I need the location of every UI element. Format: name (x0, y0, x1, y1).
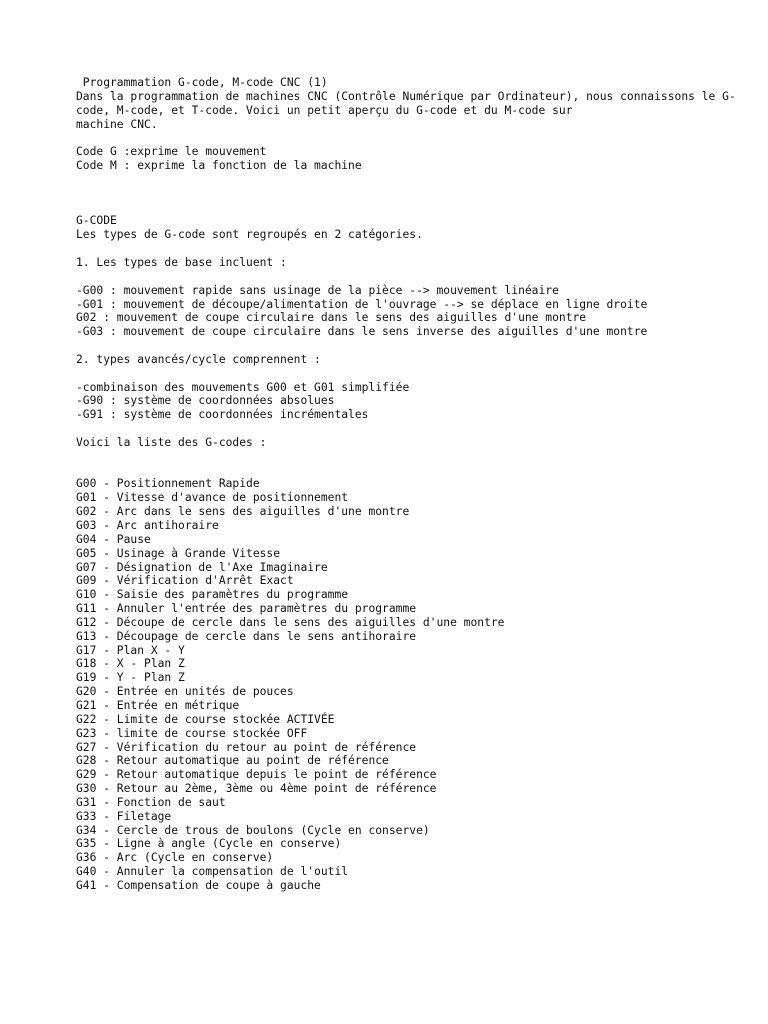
text-line: G35 - Ligne à angle (Cycle en conserve) (76, 837, 342, 851)
text-line: G00 - Positionnement Rapide (76, 477, 260, 491)
text-line: -G03 : mouvement de coupe circulaire dans le sens inverse des aiguilles d'une montre (76, 325, 648, 339)
text-line (76, 339, 766, 353)
text-line: G04 - Pause (76, 532, 151, 546)
text-line: G19 - Y - Plan Z (76, 671, 185, 685)
document-body (76, 76, 766, 893)
text-line: 2. types avancés/cycle comprennent : (76, 352, 321, 366)
text-line: G34 - Cercle de trous de boulons (Cycle en conserve) (76, 823, 430, 837)
text-line: G33 - Filetage (76, 809, 172, 823)
text-line (76, 242, 766, 256)
text-line: Code G :exprime le mouvement (76, 145, 267, 159)
text-line: G23 - limite de course stockée OFF (76, 726, 308, 740)
text-line: G41 - Compensation de coupe à gauche (76, 878, 321, 892)
text-line: G10 - Saisie des paramètres du programme (76, 588, 349, 602)
text-line: G40 - Annuler la compensation de l'outil (76, 865, 349, 879)
text-line: G36 - Arc (Cycle en conserve) (76, 851, 274, 865)
text-line (76, 201, 766, 215)
text-line (76, 422, 766, 436)
text-line: -combinaison des mouvements G00 et G01 simplifiée (76, 380, 410, 394)
text-line (76, 187, 766, 201)
text-line: G21 - Entrée en métrique (76, 698, 240, 712)
text-line: -G01 : mouvement de découpe/alimentation de l'ouvrage --> se déplace en ligne droite (76, 297, 648, 311)
text-line: G02 : mouvement de coupe circulaire dans le sens des aiguilles d'une montre (76, 311, 587, 325)
text-line: G03 - Arc antihoraire (76, 519, 219, 532)
text-line: G01 - Vitesse d'avance de positionnement (76, 491, 349, 505)
text-line: Les types de G-code sont regroupés en 2 catégories. (76, 228, 423, 242)
text-line: G05 - Usinage à Grande Vitesse (76, 546, 281, 560)
text-line (76, 450, 766, 464)
text-line: G29 - Retour automatique depuis le point de référence (76, 768, 437, 782)
text-line: Code M : exprime la fonction de la machine (76, 159, 362, 173)
document-title: Programmation G-code, M-code CNC (1) (76, 76, 328, 89)
text-line: Voici la liste des G-codes : (76, 435, 267, 449)
text-line: G07 - Désignation de l'Axe Imaginaire (76, 560, 328, 574)
text-line: Dans la programmation de machines CNC (Contrôle Numérique par Ordinateur), nous connaissons le G- (76, 89, 736, 103)
text-line: G22 - Limite de course stockée ACTIVÉE (76, 712, 335, 726)
text-line: G09 - Vérification d'Arrêt Exact (76, 574, 294, 588)
text-line: machine CNC. (76, 117, 158, 131)
text-line: G11 - Annuler l'entrée des paramètres du programme (76, 602, 417, 616)
text-line: G28 - Retour automatique au point de référence (76, 754, 389, 768)
text-line: 1. Les types de base incluent : (76, 255, 287, 269)
text-line: G13 - Découpage de cercle dans le sens antihoraire (76, 629, 417, 643)
text-line: G30 - Retour au 2ème, 3ème ou 4ème point de référence (76, 782, 437, 796)
text-line: -G90 : système de coordonnées absolues (76, 394, 335, 408)
text-line (76, 367, 766, 381)
text-line (76, 270, 766, 284)
text-line: code, M-code, et T-code. Voici un petit aperçu du G-code et du M-code sur (76, 103, 573, 117)
text-line: G31 - Fonction de saut (76, 795, 226, 809)
text-line: G02 - Arc dans le sens des aiguilles d'une montre (76, 505, 410, 519)
text-line: G12 - Découpe de cercle dans le sens des aiguilles d'une montre (76, 615, 505, 629)
text-line: G17 - Plan X - Y (76, 643, 185, 657)
text-line (76, 464, 766, 478)
text-line: G20 - Entrée en unités de pouces (76, 685, 294, 699)
text-line: G18 - X - Plan Z (76, 657, 185, 671)
text-line: G-CODE (76, 214, 117, 228)
text-line: -G91 : système de coordonnées incrémentales (76, 408, 369, 422)
text-line (76, 173, 766, 187)
text-line: -G00 : mouvement rapide sans usinage de la pièce --> mouvement linéaire (76, 283, 559, 297)
text-line: G27 - Vérification du retour au point de référence (76, 740, 417, 754)
text-line (76, 131, 766, 145)
